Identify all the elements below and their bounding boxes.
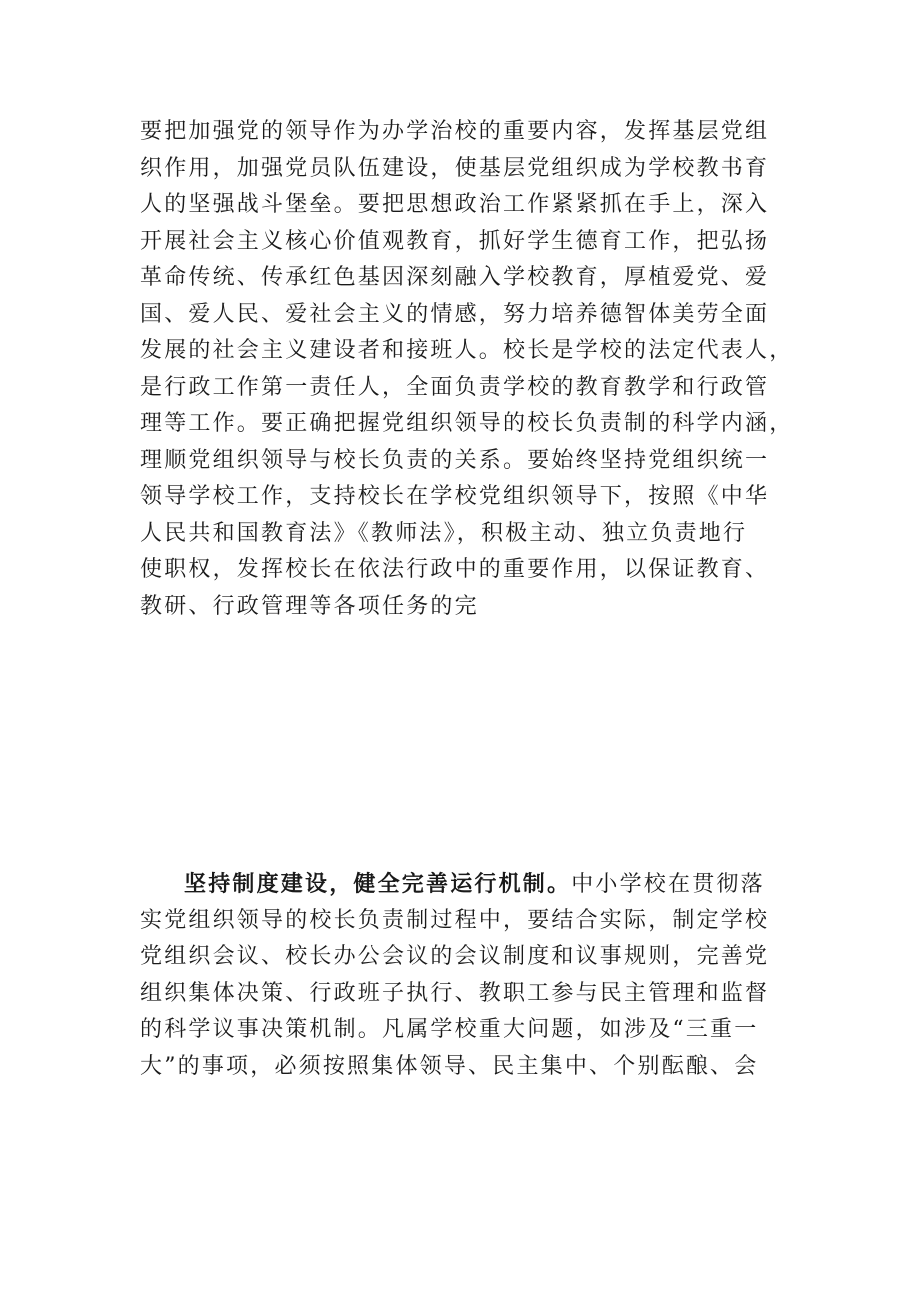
paragraph-line: 领导学校工作，支持校长在学校党组织领导下，按照《中华: [140, 484, 770, 509]
section-heading: 坚持制度建设，健全完善运行机制。: [184, 871, 572, 897]
paragraph-1: [140, 114, 800, 625]
paragraph-line: 发展的社会主义建设者和接班人。校长是学校的法定代表人，: [140, 338, 794, 363]
paragraph-line: 组织集体决策、行政班子执行、教职工参与民主管理和监督: [140, 980, 770, 1006]
paragraph-line: 革命传统、传承红色基因深刻融入学校教育，厚植爱党、爱: [140, 265, 770, 290]
paragraph-line: 人的坚强战斗堡垒。要把思想政治工作紧紧抓在手上，深入: [140, 192, 770, 217]
first-line-text: 中小学校在贯彻落: [571, 872, 765, 897]
paragraph-line: 理顺党组织领导与校长负责的关系。要始终坚持党组织统一: [140, 447, 770, 473]
paragraph-line: 使职权，发挥校长在依法行政中的重要作用，以保证教育、: [140, 557, 770, 582]
paragraph-line: 大”的事项，必须按照集体领导、民主集中、个别酝酿、会: [140, 1053, 759, 1079]
paragraph-line: 实党组织领导的校长负责制过程中，要结合实际，制定学校: [140, 907, 770, 933]
paragraph-line: 是行政工作第一责任人，全面负责学校的教育教学和行政管: [140, 374, 770, 400]
paragraph-line: 党组织会议、校长办公会议的会议制度和议事规则，完善党: [140, 944, 770, 969]
paragraph-line: 要把加强党的领导作为办学治校的重要内容，发挥基层党组: [140, 119, 770, 144]
paragraph-line: 人民共和国教育法》《教师法》，积极主动、独立负责地行: [140, 520, 748, 546]
paragraph-2: [140, 866, 800, 1085]
paragraph-line: 开展社会主义核心价值观教育，抓好学生德育工作，把弘扬: [140, 228, 770, 254]
paragraph-first-line: [140, 866, 800, 903]
paragraph-line: 的科学议事决策机制。凡属学校重大问题，如涉及“三重一: [140, 1017, 759, 1042]
paragraph-line: 理等工作。要正确把握党组织领导的校长负责制的科学内涵，: [140, 411, 794, 436]
paragraph-line: 织作用，加强党员队伍建设，使基层党组织成为学校教书育: [140, 155, 770, 181]
paragraph-line: 国、爱人民、爱社会主义的情感，努力培养德智体美劳全面: [140, 301, 770, 327]
paragraph-line: 教研、行政管理等各项任务的完: [140, 593, 479, 619]
